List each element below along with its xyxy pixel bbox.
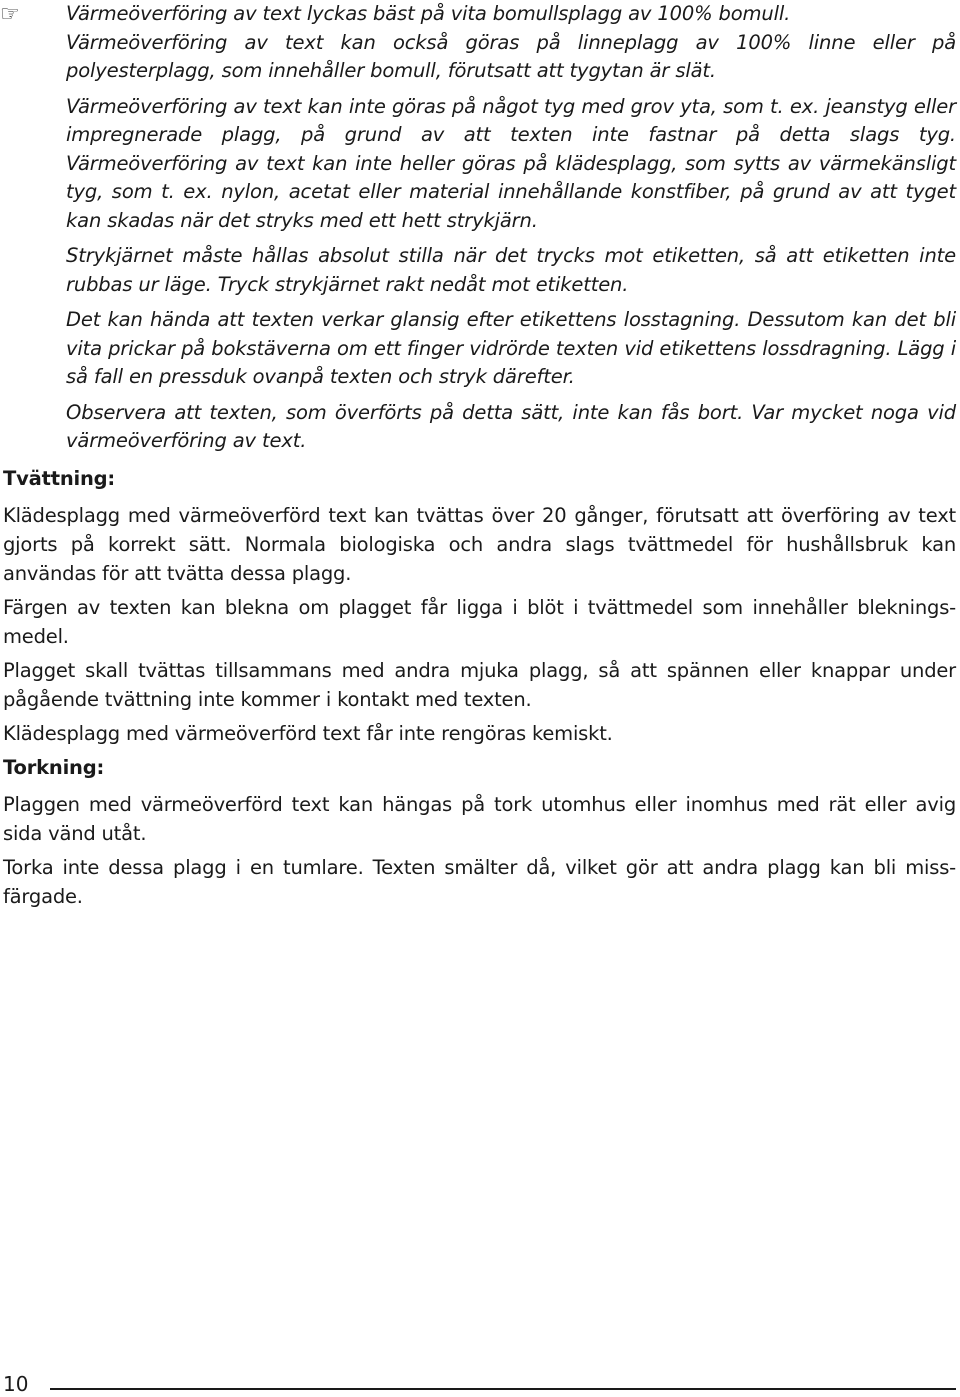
drying-paragraph: Torka inte dessa plagg i en tumlare. Texten smälter då, vilket gör att andra plagg kan bli miss-färgade. [3,856,956,908]
drying-heading: Torkning: [3,756,105,779]
page-number: 10 [3,1372,29,1396]
note-paragraph: Det kan hända att texten verkar glansig efter etikettens losstagning. Dessutom kan det bli vita prickar på bokstäverna om ett finger vidrörde texten vid etikettens lossdragning. Lägg i så fall en pressduk ovanpå texten och stryk därefter. [66,308,956,388]
washing-paragraph: Färgen av texten kan blekna om plagget får ligga i blöt i tvättmedel som innehåller bleknings-medel. [3,596,956,648]
washing-paragraph: Plagget skall tvättas tillsammans med andra mjuka plagg, så att spännen eller knappar under pågående tvättning inte kommer i kontakt med texten. [3,659,956,711]
washing-paragraph: Klädesplagg med värmeöverförd text kan tvättas över 20 gånger, förutsatt att överföring av text gjorts på korrekt sätt. Normala biologiska och andra slags tvättmedel för hushållsbruk kan användas för att tvätta dessa plagg. [3,504,956,585]
footer-rule [50,1388,956,1390]
note-paragraph: Strykjärnet måste hållas absolut stilla när det trycks mot etiketten, så att etiketten inte rubbas ur läge. Tryck strykjärnet rakt nedåt mot etiketten. [66,244,956,296]
washing-paragraph: Klädesplagg med värmeöverförd text får inte rengöras kemiskt. [3,722,613,745]
main-content [3,464,956,916]
drying-paragraph: Plaggen med värmeöverförd text kan hängas på tork utomhus eller inomhus med rät eller avig sida vänd utåt. [3,793,956,845]
note-paragraph: Värmeöverföring av text lyckas bäst på vita bomullsplagg av 100% bomull. [66,2,791,25]
note-block [66,0,956,463]
note-paragraph: Värmeöverföring av text kan inte göras på något tyg med grov yta, som t. ex. jeanstyg eller impregnerade plagg, på grund av att texten inte fastnar på detta slags tyg. Värmeöverföring av text kan inte heller göras på klädesplagg, som sytts av värmekänsligt tyg, som t. ex. nylon, acetat eller material innehållande konstfiber, på grund av att tyget kan skadas när det stryks med ett hett strykjärn. [66,94,956,232]
pointing-hand-icon: ☞ [0,2,20,27]
note-paragraph: Värmeöverföring av text kan också göras på linneplagg av 100% linne eller på polyesterplagg, som innehåller bomull, förutsatt att tygytan är slät. [66,30,956,82]
washing-heading: Tvättning: [3,467,116,490]
note-paragraph: Observera att texten, som överförts på detta sätt, inte kan fås bort. Var mycket noga vid värmeöverföring av text. [66,400,956,452]
